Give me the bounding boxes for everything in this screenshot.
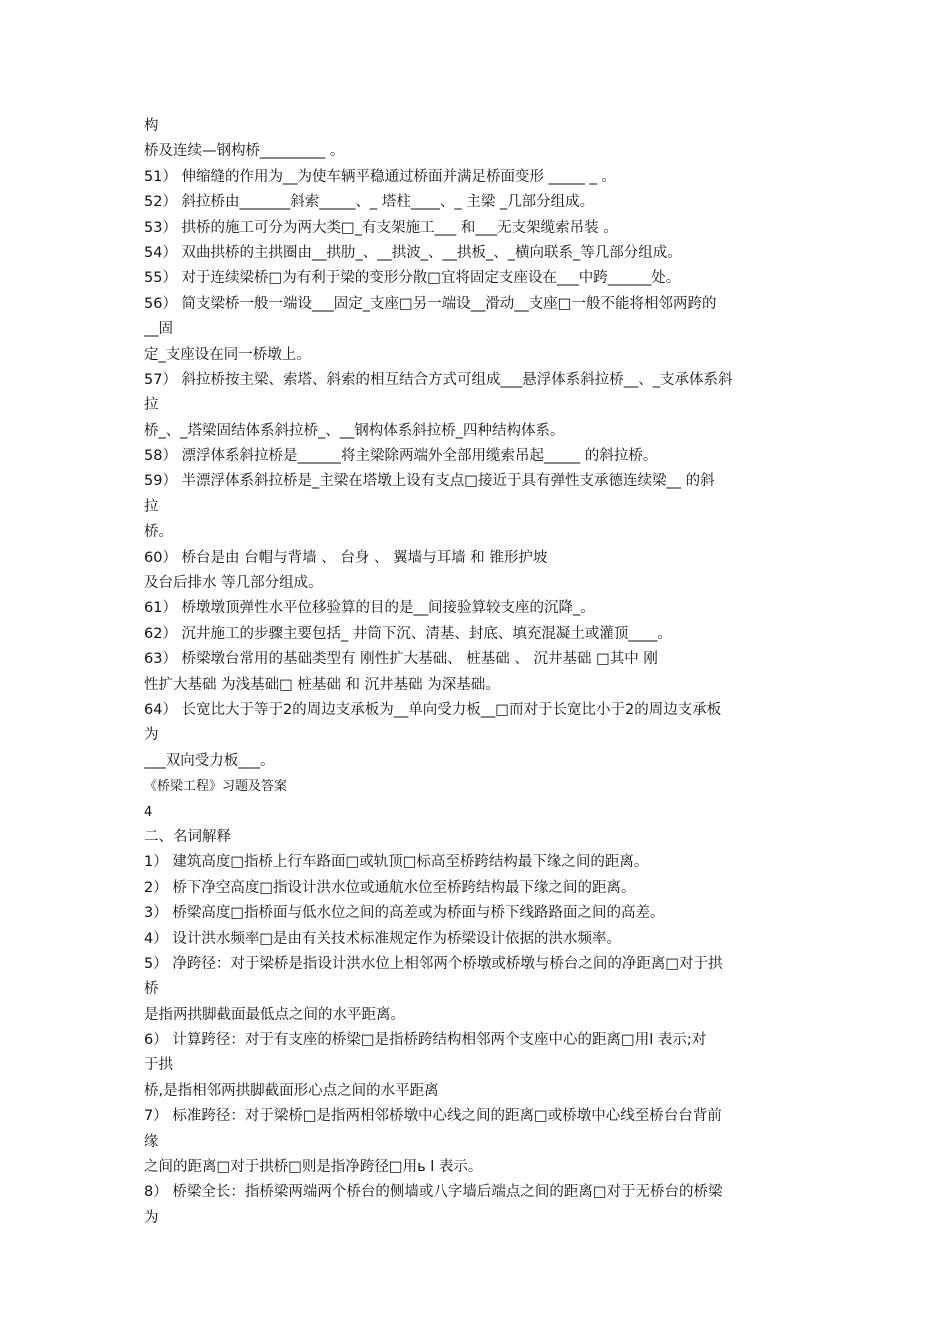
text-line: 54） 双曲拱桥的主拱圈由__拱肋_、__拱波_、__拱板_、_横向联系_等几部分组成。 xyxy=(144,244,682,261)
text-line: 61） 桥墩墩顶弹性水平位移验算的目的是__间接验算较支座的沉降_。 xyxy=(144,600,595,617)
text-line: 4） 设计洪水频率□是由有关技术标准规定作为桥梁设计依据的洪水频率。 xyxy=(144,930,622,947)
text-line: 1） 建筑高度□指桥上行车路面□或轨顶□标高至桥跨结构最下缘之间的距离。 xyxy=(144,854,649,871)
text-line: 缘 xyxy=(144,1133,159,1150)
text-line: 55） 对于连续梁桥□为有利于梁的变形分散□宜将固定支座设在___中跨______处。 xyxy=(144,270,681,287)
text-line: 拉 xyxy=(144,498,159,515)
text-line: 桥。 xyxy=(144,524,173,541)
text-line: 62） 沉井施工的步骤主要包括_ 井筒下沉、清基、封底、填充混凝土或灌顶____。 xyxy=(144,625,672,642)
text-line: 定_支座设在同一桥墩上。 xyxy=(144,346,311,363)
text-line: 8） 桥梁全长：指桥梁两端两个桥台的侧墙或八字墙后端点之间的距离□对于无桥台的桥梁 xyxy=(144,1184,723,1201)
text-line: 51） 伸缩缝的作用为__为使车辆平稳通过桥面并满足桥面变形 _____ _ 。 xyxy=(144,168,616,185)
text-line: 58） 漂浮体系斜拉桥是______将主梁除两端外全部用缆索吊起_____ 的斜拉桥。 xyxy=(144,448,658,465)
text-line: 6） 计算跨径：对于有支座的桥梁□是指桥跨结构相邻两个支座中心的距离□用l 表示;对 xyxy=(144,1032,707,1049)
text-line: 3） 桥梁高度□指桥面与低水位之间的高差或为桥面与桥下线路路面之间的高差。 xyxy=(144,905,665,922)
text-line: 及台后排水 等几部分组成。 xyxy=(144,575,323,592)
text-line: 63） 桥梁墩台常用的基础类型有 刚性扩大基础、 桩基础 、 沉井基础 □其中 刚 xyxy=(144,651,658,668)
text-line: 2） 桥下净空高度□指设计洪水位或通航水位至桥跨结构最下缘之间的距离。 xyxy=(144,879,636,896)
text-line: 5） 净跨径：对于梁桥是指设计洪水位上相邻两个桥墩或桥墩与桥台之间的净距离□对于拱 xyxy=(144,955,723,972)
page-number: 4 xyxy=(144,804,153,820)
text-line: 53） 拱桥的施工可分为两大类□_有支架施工___ 和___无支架缆索吊装 。 xyxy=(144,219,618,236)
text-line: 56） 简支梁桥一般一端设___固定_支座□另一端设__滑动__支座□一般不能将相邻两跨的 xyxy=(144,295,717,312)
text-line: 7） 标准跨径：对于梁桥□是指两相邻桥墩中心线之间的距离□或桥墩中心线至桥台台背前 xyxy=(144,1108,722,1125)
text-line: 桥,是指相邻两拱脚截面形心点之间的水平距离 xyxy=(144,1082,439,1099)
text-line: 59） 半漂浮体系斜拉桥是_主梁在塔墩上设有支点□接近于具有弹性支承德连续梁__ 的斜 xyxy=(144,473,715,490)
section-heading: 二、名词解释 xyxy=(144,828,231,845)
text-line: 为 xyxy=(144,727,159,744)
text-line: 52） 斜拉桥由_______斜索_____、_ 塔柱____、_ 主梁 _几部分组成。 xyxy=(144,194,595,211)
text-line: 拉 xyxy=(144,397,159,414)
text-line: ___双向受力板___。 xyxy=(144,752,275,769)
text-line: __固 xyxy=(144,321,173,338)
text-line: 是指两拱脚截面最低点之间的水平距离。 xyxy=(144,1006,405,1023)
text-line: 57） 斜拉桥按主梁、索塔、斜索的相互结合方式可组成___悬浮体系斜拉桥__、_支承体系斜 xyxy=(144,371,733,388)
running-header-title: 《桥梁工程》习题及答案 xyxy=(144,779,288,795)
text-line: 60） 桥台是由 台帽与背墙 、 台身 、 翼墙与耳墙 和 锥形护坡 xyxy=(144,549,548,566)
text-line: 构 xyxy=(144,118,159,134)
text-line: 桥_、_塔梁固结体系斜拉桥_、__钢构体系斜拉桥_四种结构体系。 xyxy=(144,422,565,439)
text-line: 性扩大基础 为浅基础□ 桩基础 和 沉井基础 为深基础。 xyxy=(144,676,500,693)
text-line: 于拱 xyxy=(144,1057,173,1074)
text-line: 桥及连续—钢构桥_________ 。 xyxy=(144,143,345,160)
text-line: 64） 长宽比大于等于2的周边支承板为__单向受力板__□而对于长宽比小于2的周边支承板 xyxy=(144,701,722,718)
text-line: 桥 xyxy=(144,981,159,998)
text-line: 为 xyxy=(144,1209,159,1226)
text-line: 之间的距离□对于拱桥□则是指净跨径□用ь l 表示。 xyxy=(144,1159,483,1176)
document-body xyxy=(144,114,824,1231)
